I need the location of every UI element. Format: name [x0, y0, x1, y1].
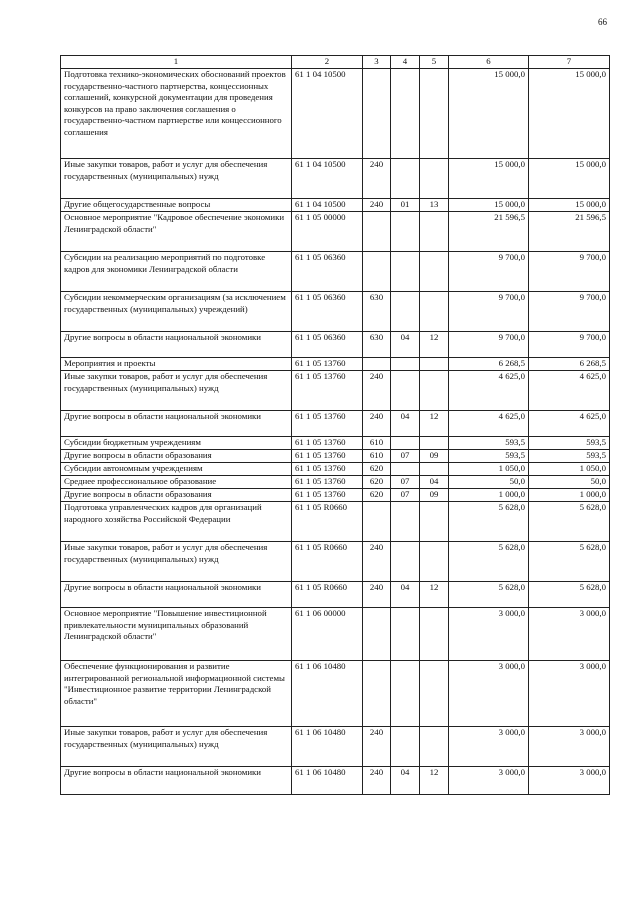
table-row — [61, 332, 610, 358]
table-row — [61, 661, 610, 727]
row-code: 61 1 06 10480 — [292, 661, 363, 727]
row-name: Другие вопросы в области образования — [61, 489, 292, 502]
row-amount-col6: 1 000,0 — [449, 489, 529, 502]
row-amount-col7: 6 268,5 — [529, 358, 610, 371]
row-subsection — [420, 252, 449, 292]
row-code: 61 1 05 13760 — [292, 489, 363, 502]
row-expense-type: 240 — [363, 582, 391, 608]
row-subsection: 12 — [420, 411, 449, 437]
row-amount-col6: 3 000,0 — [449, 767, 529, 795]
row-amount-col6: 5 628,0 — [449, 542, 529, 582]
table-row — [61, 476, 610, 489]
row-subsection: 12 — [420, 767, 449, 795]
row-amount-col6: 4 625,0 — [449, 371, 529, 411]
column-header-6: 6 — [449, 56, 529, 69]
row-code: 61 1 05 06360 — [292, 332, 363, 358]
row-amount-col6: 593,5 — [449, 437, 529, 450]
row-expense-type: 620 — [363, 463, 391, 476]
row-section: 04 — [391, 332, 420, 358]
row-name: Субсидии автономным учреждениям — [61, 463, 292, 476]
row-expense-type: 240 — [363, 371, 391, 411]
row-expense-type: 240 — [363, 199, 391, 212]
row-code: 61 1 04 10500 — [292, 69, 363, 159]
row-expense-type — [363, 502, 391, 542]
table-row — [61, 463, 610, 476]
table-row — [61, 582, 610, 608]
column-header-7: 7 — [529, 56, 610, 69]
row-section — [391, 292, 420, 332]
row-section — [391, 661, 420, 727]
row-code: 61 1 04 10500 — [292, 159, 363, 199]
table-row — [61, 358, 610, 371]
row-subsection — [420, 502, 449, 542]
row-name: Другие вопросы в области образования — [61, 450, 292, 463]
row-expense-type — [363, 358, 391, 371]
row-code: 61 1 05 13760 — [292, 476, 363, 489]
row-code: 61 1 06 10480 — [292, 767, 363, 795]
row-amount-col7: 1 000,0 — [529, 489, 610, 502]
row-subsection — [420, 159, 449, 199]
row-expense-type: 610 — [363, 450, 391, 463]
row-amount-col7: 3 000,0 — [529, 608, 610, 661]
row-code: 61 1 05 13760 — [292, 450, 363, 463]
row-subsection — [420, 463, 449, 476]
row-expense-type: 240 — [363, 411, 391, 437]
row-name: Другие вопросы в области национальной экономики — [61, 767, 292, 795]
row-subsection — [420, 358, 449, 371]
row-section: 04 — [391, 767, 420, 795]
row-expense-type: 630 — [363, 332, 391, 358]
row-subsection — [420, 437, 449, 450]
row-section — [391, 463, 420, 476]
row-name: Иные закупки товаров, работ и услуг для обеспечения государственных (муниципальных) нужд — [61, 159, 292, 199]
table-row — [61, 489, 610, 502]
row-name: Иные закупки товаров, работ и услуг для обеспечения государственных (муниципальных) нужд — [61, 727, 292, 767]
row-amount-col6: 5 628,0 — [449, 582, 529, 608]
table-row — [61, 450, 610, 463]
column-header-4: 4 — [391, 56, 420, 69]
row-subsection: 09 — [420, 450, 449, 463]
row-name: Подготовка управленческих кадров для организаций народного хозяйства Российской Федерации — [61, 502, 292, 542]
row-name: Субсидии некоммерческим организациям (за исключением государственных (муниципальных) учреждений) — [61, 292, 292, 332]
row-amount-col6: 4 625,0 — [449, 411, 529, 437]
row-subsection — [420, 608, 449, 661]
row-section: 04 — [391, 582, 420, 608]
table-row — [61, 292, 610, 332]
row-amount-col7: 4 625,0 — [529, 411, 610, 437]
row-code: 61 1 05 R0660 — [292, 582, 363, 608]
row-subsection — [420, 727, 449, 767]
table-row — [61, 159, 610, 199]
row-expense-type — [363, 212, 391, 252]
page-number: 66 — [598, 17, 607, 27]
row-code: 61 1 05 13760 — [292, 411, 363, 437]
row-amount-col7: 4 625,0 — [529, 371, 610, 411]
row-section — [391, 502, 420, 542]
row-expense-type: 620 — [363, 489, 391, 502]
row-name: Другие вопросы в области национальной экономики — [61, 411, 292, 437]
row-amount-col7: 9 700,0 — [529, 332, 610, 358]
header-row — [61, 56, 610, 69]
row-code: 61 1 05 13760 — [292, 437, 363, 450]
row-amount-col7: 3 000,0 — [529, 727, 610, 767]
row-amount-col7: 15 000,0 — [529, 159, 610, 199]
column-header-2: 2 — [292, 56, 363, 69]
row-section — [391, 212, 420, 252]
row-code: 61 1 06 00000 — [292, 608, 363, 661]
row-name: Иные закупки товаров, работ и услуг для обеспечения государственных (муниципальных) нужд — [61, 542, 292, 582]
row-section: 07 — [391, 476, 420, 489]
row-amount-col7: 9 700,0 — [529, 252, 610, 292]
row-amount-col6: 3 000,0 — [449, 608, 529, 661]
row-section: 01 — [391, 199, 420, 212]
row-name: Другие общегосударственные вопросы — [61, 199, 292, 212]
row-expense-type: 610 — [363, 437, 391, 450]
table-row — [61, 767, 610, 795]
row-expense-type — [363, 608, 391, 661]
row-amount-col7: 5 628,0 — [529, 542, 610, 582]
row-expense-type: 240 — [363, 727, 391, 767]
row-expense-type: 240 — [363, 767, 391, 795]
row-amount-col7: 5 628,0 — [529, 582, 610, 608]
row-subsection: 12 — [420, 582, 449, 608]
row-section: 07 — [391, 489, 420, 502]
row-code: 61 1 05 13760 — [292, 463, 363, 476]
table-row — [61, 69, 610, 159]
row-section — [391, 252, 420, 292]
row-amount-col7: 5 628,0 — [529, 502, 610, 542]
row-amount-col7: 3 000,0 — [529, 767, 610, 795]
table-row — [61, 371, 610, 411]
table-row — [61, 199, 610, 212]
row-amount-col6: 1 050,0 — [449, 463, 529, 476]
row-amount-col6: 15 000,0 — [449, 69, 529, 159]
row-name: Обеспечение функционирования и развитие интегрированной региональной информационной системы "Инвестиционное развитие территории Ленинградской области" — [61, 661, 292, 727]
row-amount-col6: 593,5 — [449, 450, 529, 463]
row-name: Мероприятия и проекты — [61, 358, 292, 371]
row-expense-type — [363, 661, 391, 727]
table-row — [61, 542, 610, 582]
row-section — [391, 542, 420, 582]
row-section — [391, 69, 420, 159]
row-subsection — [420, 661, 449, 727]
row-amount-col7: 21 596,5 — [529, 212, 610, 252]
row-expense-type — [363, 69, 391, 159]
row-subsection — [420, 292, 449, 332]
row-name: Среднее профессиональное образование — [61, 476, 292, 489]
row-amount-col6: 9 700,0 — [449, 332, 529, 358]
row-subsection — [420, 371, 449, 411]
table-row — [61, 437, 610, 450]
row-section: 04 — [391, 411, 420, 437]
row-name: Подготовка технико-экономических обоснований проектов государственно-частного партнерства, концессионных соглашений, конкурсной документации для проведения конкурсов на право заключения соглашения о государственно-частном партнерстве или концессионного соглашения — [61, 69, 292, 159]
row-code: 61 1 06 10480 — [292, 727, 363, 767]
row-subsection — [420, 212, 449, 252]
row-name: Субсидии на реализацию мероприятий по подготовке кадров для экономики Ленинградской области — [61, 252, 292, 292]
row-amount-col6: 9 700,0 — [449, 292, 529, 332]
row-amount-col6: 15 000,0 — [449, 199, 529, 212]
row-amount-col7: 15 000,0 — [529, 199, 610, 212]
row-name: Основное мероприятие "Кадровое обеспечение экономики Ленинградской области" — [61, 212, 292, 252]
row-subsection — [420, 69, 449, 159]
row-subsection: 12 — [420, 332, 449, 358]
row-expense-type: 620 — [363, 476, 391, 489]
row-amount-col6: 15 000,0 — [449, 159, 529, 199]
row-section — [391, 608, 420, 661]
row-name: Другие вопросы в области национальной экономики — [61, 582, 292, 608]
row-expense-type: 240 — [363, 542, 391, 582]
row-code: 61 1 05 R0660 — [292, 502, 363, 542]
column-header-1: 1 — [61, 56, 292, 69]
row-amount-col6: 21 596,5 — [449, 212, 529, 252]
row-name: Иные закупки товаров, работ и услуг для обеспечения государственных (муниципальных) нужд — [61, 371, 292, 411]
table-row — [61, 727, 610, 767]
table-row — [61, 502, 610, 542]
column-header-3: 3 — [363, 56, 391, 69]
row-subsection — [420, 542, 449, 582]
row-amount-col7: 9 700,0 — [529, 292, 610, 332]
row-amount-col6: 9 700,0 — [449, 252, 529, 292]
row-amount-col6: 5 628,0 — [449, 502, 529, 542]
budget-table — [60, 55, 610, 795]
row-amount-col6: 3 000,0 — [449, 727, 529, 767]
row-name: Субсидии бюджетным учреждениям — [61, 437, 292, 450]
row-expense-type: 630 — [363, 292, 391, 332]
row-expense-type — [363, 252, 391, 292]
row-code: 61 1 05 00000 — [292, 212, 363, 252]
row-expense-type: 240 — [363, 159, 391, 199]
table-row — [61, 608, 610, 661]
row-amount-col7: 3 000,0 — [529, 661, 610, 727]
table-row — [61, 212, 610, 252]
row-section — [391, 159, 420, 199]
row-subsection: 09 — [420, 489, 449, 502]
table-row — [61, 411, 610, 437]
row-section — [391, 358, 420, 371]
row-amount-col7: 1 050,0 — [529, 463, 610, 476]
row-subsection: 13 — [420, 199, 449, 212]
row-code: 61 1 04 10500 — [292, 199, 363, 212]
row-amount-col6: 6 268,5 — [449, 358, 529, 371]
row-code: 61 1 05 R0660 — [292, 542, 363, 582]
row-code: 61 1 05 06360 — [292, 252, 363, 292]
row-code: 61 1 05 13760 — [292, 371, 363, 411]
row-section: 07 — [391, 450, 420, 463]
row-amount-col6: 50,0 — [449, 476, 529, 489]
row-section — [391, 727, 420, 767]
column-header-5: 5 — [420, 56, 449, 69]
row-code: 61 1 05 06360 — [292, 292, 363, 332]
row-subsection: 04 — [420, 476, 449, 489]
row-name: Другие вопросы в области национальной экономики — [61, 332, 292, 358]
row-amount-col7: 15 000,0 — [529, 69, 610, 159]
row-amount-col7: 50,0 — [529, 476, 610, 489]
row-amount-col7: 593,5 — [529, 437, 610, 450]
table-row — [61, 252, 610, 292]
row-amount-col7: 593,5 — [529, 450, 610, 463]
row-section — [391, 371, 420, 411]
row-amount-col6: 3 000,0 — [449, 661, 529, 727]
row-section — [391, 437, 420, 450]
row-name: Основное мероприятие "Повышение инвестиционной привлекательности муниципальных образований Ленинградской области" — [61, 608, 292, 661]
row-code: 61 1 05 13760 — [292, 358, 363, 371]
